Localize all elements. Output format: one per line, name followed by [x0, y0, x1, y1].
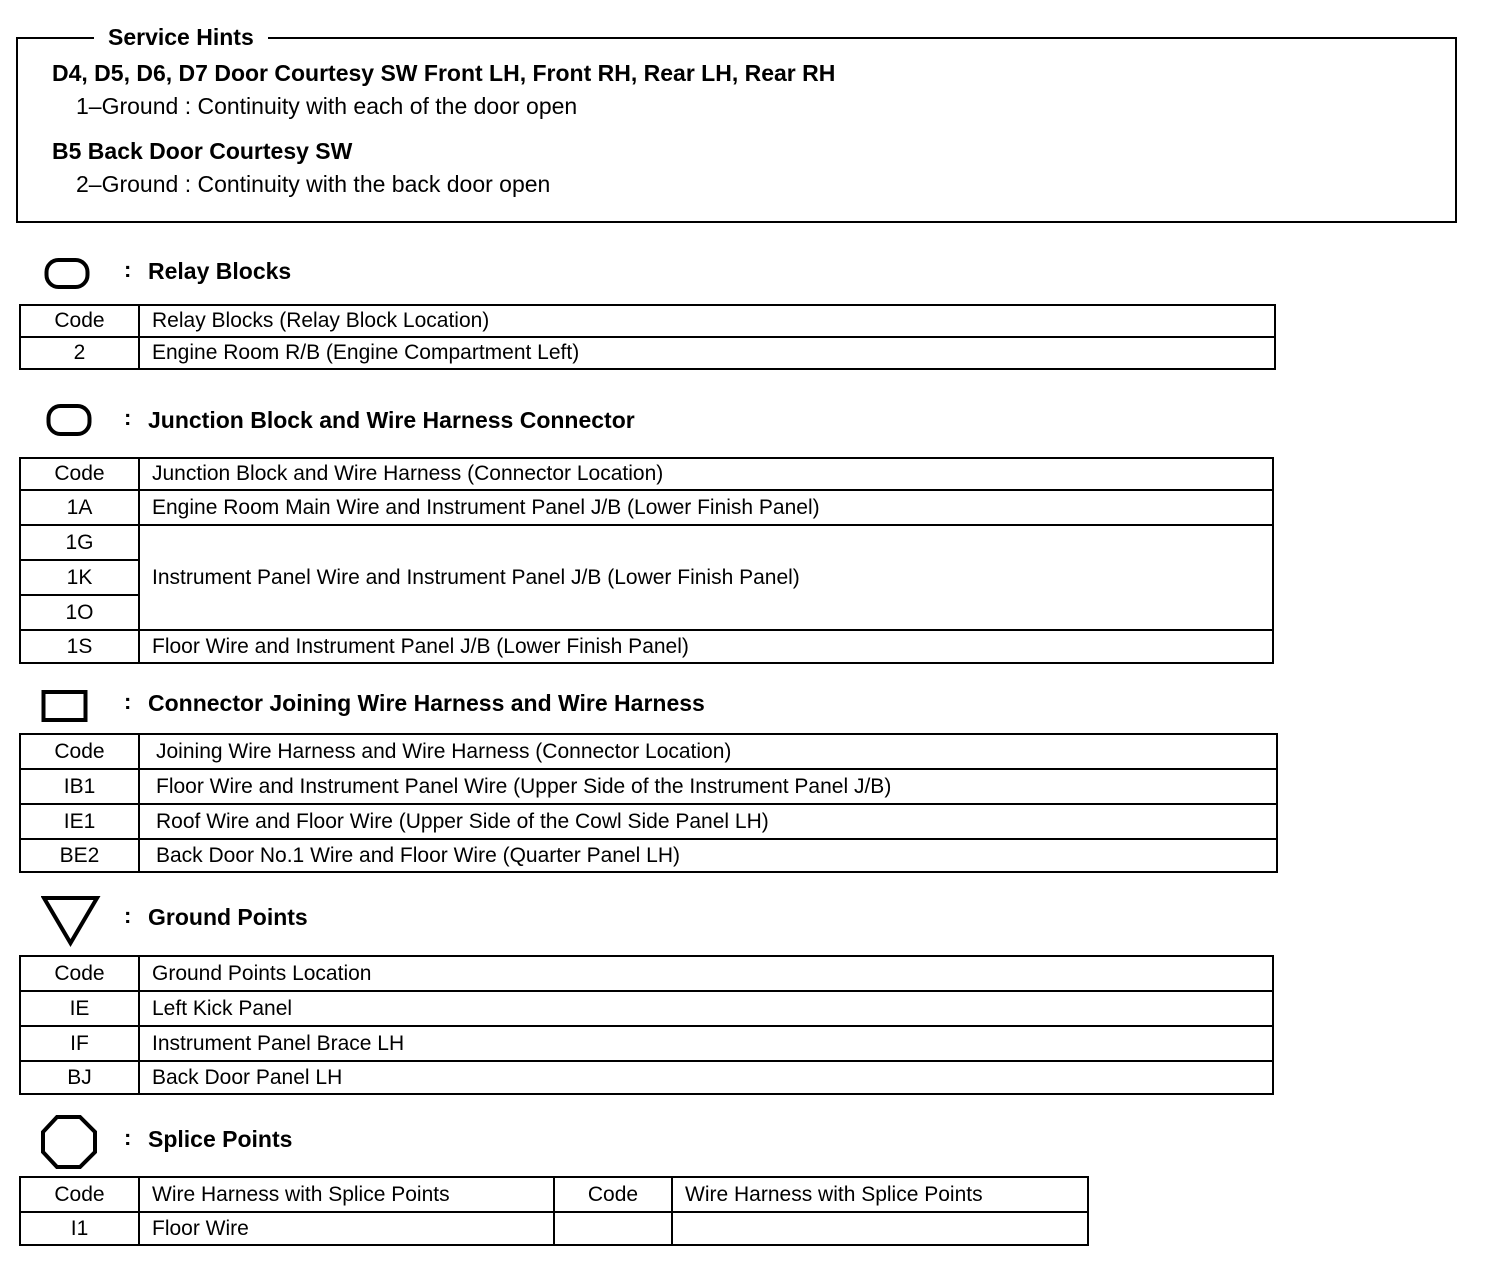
- table-row: [20, 490, 1273, 525]
- row-description: Back Door No.1 Wire and Floor Wire (Quarter Panel LH): [139, 839, 1277, 872]
- header-description: Wire Harness with Splice Points: [672, 1177, 1088, 1212]
- row-code: 2: [20, 337, 139, 369]
- row-code: 1A: [20, 490, 139, 525]
- row-description: Floor Wire and Instrument Panel J/B (Lower Finish Panel): [139, 630, 1273, 663]
- header-description: Ground Points Location: [139, 956, 1273, 991]
- row-description: Floor Wire and Instrument Panel Wire (Upper Side of the Instrument Panel J/B): [139, 769, 1277, 804]
- ground-points-table: [19, 955, 1274, 1095]
- table-header-row: [20, 956, 1273, 991]
- table-header-row: [20, 734, 1277, 769]
- hint-item1-heading: D4, D5, D6, D7 Door Courtesy SW Front LH, Front RH, Rear LH, Rear RH: [52, 60, 836, 86]
- ground-points-colon: :: [124, 903, 132, 928]
- ground-points-title: Ground Points: [148, 904, 308, 930]
- table-row: [20, 804, 1277, 839]
- splice-points-colon: :: [124, 1125, 132, 1150]
- splice-points-title: Splice Points: [148, 1126, 293, 1152]
- junction-blocks-table: [19, 457, 1274, 664]
- octagon-icon: [40, 1114, 98, 1170]
- connectors-table: [19, 733, 1278, 873]
- row-description: Engine Room R/B (Engine Compartment Left): [139, 337, 1275, 369]
- row-code: 1S: [20, 630, 139, 663]
- row-code: IE1: [20, 804, 139, 839]
- relay-blocks-colon: :: [124, 257, 132, 282]
- row-code: I1: [20, 1212, 139, 1245]
- row-code: BE2: [20, 839, 139, 872]
- row-code: IF: [20, 1026, 139, 1061]
- hint-item2-line: 2–Ground : Continuity with the back door open: [76, 171, 551, 197]
- table-row: [20, 839, 1277, 872]
- row-code: IE: [20, 991, 139, 1026]
- header-code: Code: [20, 458, 139, 490]
- header-code: Code: [20, 956, 139, 991]
- row-code: IB1: [20, 769, 139, 804]
- row-code: 1O: [20, 595, 139, 630]
- header-description: Joining Wire Harness and Wire Harness (Connector Location): [139, 734, 1277, 769]
- header-description: Wire Harness with Splice Points: [139, 1177, 554, 1212]
- table-header-row: [20, 458, 1273, 490]
- row-code: 1K: [20, 560, 139, 595]
- table-row: [20, 1061, 1273, 1094]
- header-description: Junction Block and Wire Harness (Connector Location): [139, 458, 1273, 490]
- junction-blocks-title: Junction Block and Wire Harness Connector: [148, 407, 635, 433]
- table-row: [20, 1212, 1088, 1245]
- table-header-row: [20, 305, 1275, 337]
- table-row: [20, 991, 1273, 1026]
- hint-item2-heading: B5 Back Door Courtesy SW: [52, 138, 353, 164]
- connectors-colon: :: [124, 689, 132, 714]
- rounded-rectangle-icon: [44, 257, 90, 291]
- rounded-rectangle-icon: [46, 403, 92, 437]
- rectangle-icon: [41, 689, 89, 724]
- row-code: [554, 1212, 672, 1245]
- table-row: [20, 1026, 1273, 1061]
- row-code: 1G: [20, 525, 139, 560]
- row-description: Instrument Panel Wire and Instrument Panel J/B (Lower Finish Panel): [139, 525, 1273, 630]
- row-description: Floor Wire: [139, 1212, 554, 1245]
- table-row: [20, 337, 1275, 369]
- service-hints-title: Service Hints: [94, 22, 268, 52]
- relay-blocks-title: Relay Blocks: [148, 258, 292, 284]
- table-row: [20, 769, 1277, 804]
- header-code: Code: [20, 734, 139, 769]
- row-description: Instrument Panel Brace LH: [139, 1026, 1273, 1061]
- splice-points-table: [19, 1176, 1089, 1246]
- relay-blocks-table: [19, 304, 1276, 370]
- table-row: [20, 525, 1273, 560]
- row-code: BJ: [20, 1061, 139, 1094]
- header-code: Code: [554, 1177, 672, 1212]
- down-triangle-icon: [41, 895, 101, 947]
- connectors-title: Connector Joining Wire Harness and Wire Harness: [148, 690, 705, 716]
- table-header-row: [20, 1177, 1088, 1212]
- hint-item1-line: 1–Ground : Continuity with each of the door open: [76, 93, 578, 119]
- row-description: Engine Room Main Wire and Instrument Panel J/B (Lower Finish Panel): [139, 490, 1273, 525]
- header-description: Relay Blocks (Relay Block Location): [139, 305, 1275, 337]
- row-description: Left Kick Panel: [139, 991, 1273, 1026]
- junction-blocks-colon: :: [124, 405, 132, 430]
- row-description: Roof Wire and Floor Wire (Upper Side of the Cowl Side Panel LH): [139, 804, 1277, 839]
- table-row: [20, 630, 1273, 663]
- header-code: Code: [20, 1177, 139, 1212]
- row-description: Back Door Panel LH: [139, 1061, 1273, 1094]
- header-code: Code: [20, 305, 139, 337]
- row-description: [672, 1212, 1088, 1245]
